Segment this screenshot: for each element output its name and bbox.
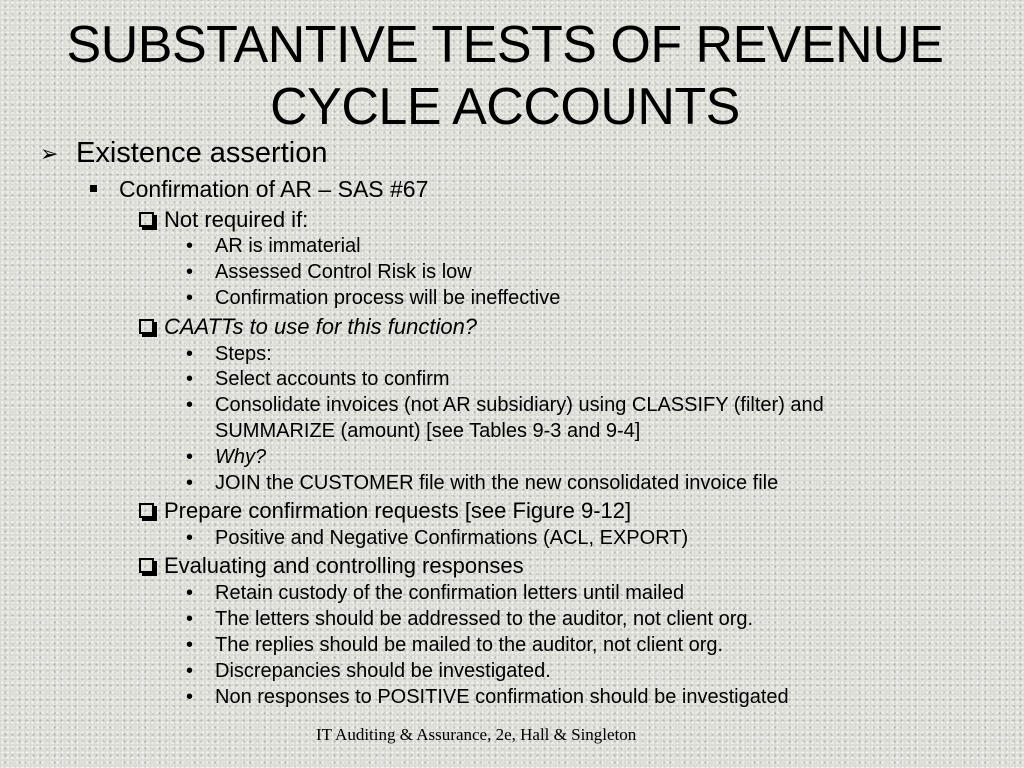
item-text: Existence assertion (76, 137, 328, 169)
item-text: Why? (215, 446, 267, 468)
item-text: Prepare confirmation requests [see Figure 9-12] (164, 498, 632, 523)
dot-bullet-icon: • (186, 686, 194, 708)
dot-bullet-icon: • (186, 582, 194, 604)
item-text: JOIN the CUSTOMER file with the new consolidated invoice file (215, 472, 779, 494)
dot-bullet-icon: • (186, 261, 194, 283)
item-text: Retain custody of the confirmation letters until mailed (215, 582, 685, 604)
item-text: Non responses to POSITIVE confirmation should be investigated (215, 686, 789, 708)
item-text: Select accounts to confirm (215, 368, 450, 390)
item-text: Confirmation process will be ineffective (215, 287, 561, 309)
dot-bullet-icon: • (186, 343, 194, 365)
dot-bullet-icon: • (186, 394, 194, 416)
item-text: AR is immaterial (215, 235, 361, 257)
item-text: Discrepancies should be investigated. (215, 660, 551, 682)
item-text: Positive and Negative Confirmations (ACL, EXPORT) (215, 527, 689, 549)
dot-bullet-icon: • (186, 527, 194, 549)
slide-title (0, 14, 1010, 138)
item-text: Assessed Control Risk is low (215, 261, 472, 283)
title-line-2: CYCLE ACCOUNTS (270, 78, 740, 136)
item-text: SUMMARIZE (amount) [see Tables 9-3 and 9-4] (215, 420, 641, 442)
item-text: The replies should be mailed to the auditor, not client org. (215, 634, 724, 656)
dot-bullet-icon: • (186, 287, 194, 309)
title-line-1: SUBSTANTIVE TESTS OF REVENUE (66, 16, 944, 74)
checkbox-bullet-icon (139, 503, 154, 518)
square-bullet-icon (90, 185, 97, 192)
dot-bullet-icon: • (186, 235, 194, 257)
dot-bullet-icon: • (186, 368, 194, 390)
checkbox-bullet-icon (139, 212, 154, 227)
dot-bullet-icon: • (186, 472, 194, 494)
item-text: CAATTs to use for this function? (164, 314, 478, 339)
dot-bullet-icon: • (186, 608, 194, 630)
dot-bullet-icon: • (186, 634, 194, 656)
dot-bullet-icon: • (186, 660, 194, 682)
item-text: The letters should be addressed to the auditor, not client org. (215, 608, 754, 630)
item-text: Not required if: (164, 207, 309, 232)
item-text: Evaluating and controlling responses (164, 553, 524, 578)
arrow-bullet-icon: ➢ (40, 142, 59, 167)
item-text: Confirmation of AR – SAS #67 (119, 176, 429, 202)
checkbox-bullet-icon (139, 558, 154, 573)
item-text: Steps: (215, 343, 272, 365)
dot-bullet-icon: • (186, 446, 194, 468)
checkbox-bullet-icon (139, 319, 154, 334)
item-text: Consolidate invoices (not AR subsidiary) using CLASSIFY (filter) and (215, 394, 824, 416)
slide-footer: IT Auditing & Assurance, 2e, Hall & Singleton (316, 725, 637, 744)
